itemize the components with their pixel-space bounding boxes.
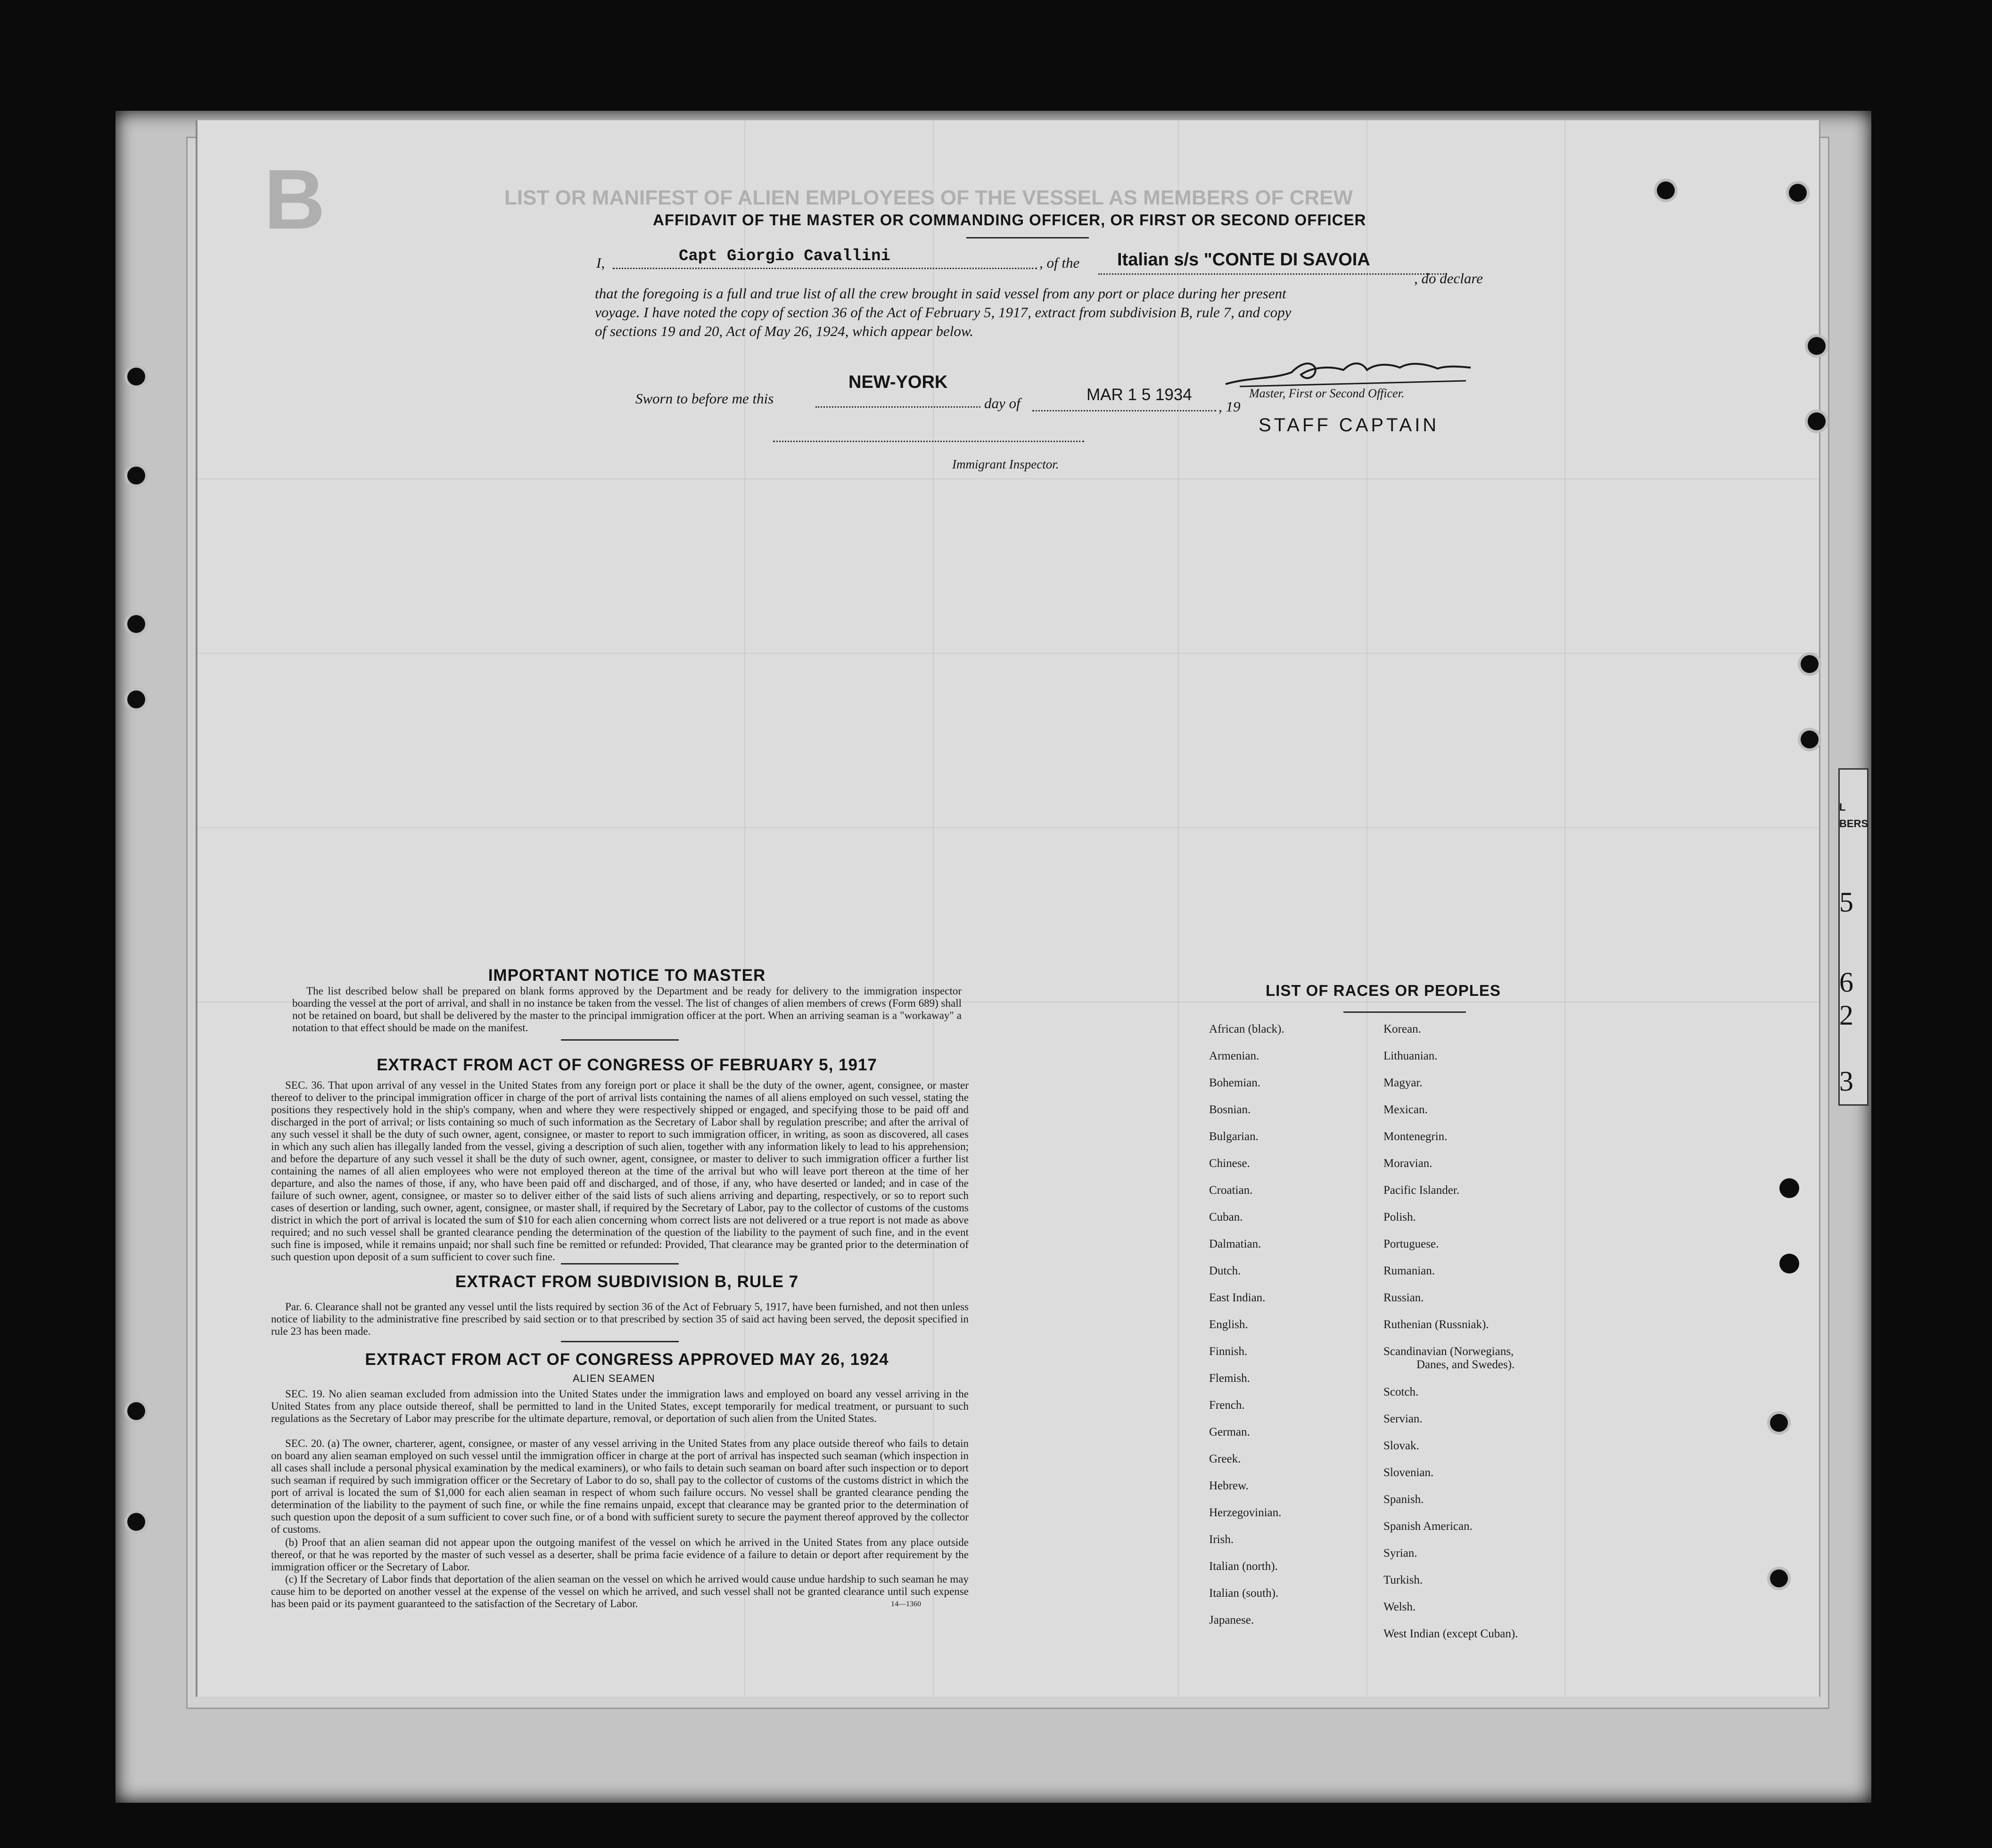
divider	[561, 1263, 679, 1265]
fill-line	[1098, 273, 1447, 275]
race-item: Turkish.	[1383, 1574, 1423, 1586]
sec20c-text: (c) If the Secretary of Labor finds that deportation of the alien seaman on the vessel on which he arrived would cause undue hardship to such seaman he may cause him to be deported on another vessel at the expense of the vessel on which he arrived, and such vessel shall not be granted clearance until such expense has been paid or its payment guaranteed to the satisfaction of the Secretary of Labor.	[271, 1573, 969, 1610]
race-item: Portuguese.	[1383, 1238, 1439, 1250]
race-item: Finnish.	[1209, 1345, 1248, 1358]
extract-1917-title: EXTRACT FROM ACT OF CONGRESS OF FEBRUARY 5, 1917	[377, 1056, 877, 1074]
day-of-label: day of	[984, 395, 1021, 411]
notice-text: The list described below shall be prepared on blank forms approved by the Department and be ready for delivery to the immigration inspector boarding the vessel at the port of arrival, and shall in no instance be taken from the vessel. The list of changes of alien members of crews (Form 689) shall not be retained on board, but shall be delivered by the master to the principal immigration officer at the port. When an arriving seaman is a "workaway" a notation to that effect should be made on the manifest.	[292, 985, 962, 1034]
sworn-label: Sworn to before me this	[635, 390, 774, 407]
race-item: Japanese.	[1209, 1614, 1254, 1626]
race-item: Danes, and Swedes).	[1416, 1358, 1515, 1371]
affidavit-line: of sections 19 and 20, Act of May 26, 1924, which appear below.	[595, 323, 974, 339]
race-item: French.	[1209, 1399, 1245, 1412]
race-item: Ruthenian (Russniak).	[1383, 1318, 1489, 1331]
race-item: Dutch.	[1209, 1265, 1241, 1277]
race-item: Scandinavian (Norwegians,	[1383, 1345, 1514, 1358]
race-item: Syrian.	[1383, 1547, 1417, 1560]
grid-line	[1564, 120, 1565, 1697]
affidavit-title: AFFIDAVIT OF THE MASTER OR COMMANDING OFFICER, OR FIRST OR SECOND OFFICER	[653, 211, 1366, 229]
punch-hole	[1779, 1254, 1799, 1273]
race-item: Rumanian.	[1383, 1265, 1435, 1277]
sec20a-text: SEC. 20. (a) The owner, charterer, agent, consignee, or master of any vessel arriving in the United States from any place outside thereof who fails to detain on board any alien seaman employed on such vessel until the immigration officer in charge at the port of arrival has inspected such seaman (which inspection in all cases shall include a personal physical examination by the medical examiners), or who fails to detain such seaman on board after such inspection or to deport such seaman if required by such immigration officer or the Secretary of Labor to do so, shall pay to the collector of customs of the customs district in which the port of arrival is located the sum of $1,000 for each alien seaman in respect of whom such failure occurs. No vessel shall be granted clearance pending the determination of the liability to the payment of such fine, or while the fine remains unpaid, except that clearance may be granted prior to the determination of such question upon the deposit of a sum sufficient to cover such fine, or of a bond with sufficient surety to secure the payment thereof approved by the collector of customs.	[271, 1437, 969, 1535]
vessel-name: Italian s/s "CONTE DI SAVOIA	[1117, 250, 1370, 270]
race-item: Korean.	[1383, 1023, 1421, 1035]
race-item: Montenegrin.	[1383, 1130, 1448, 1143]
side-tab-label-top: L	[1839, 801, 1846, 813]
divider	[966, 237, 1089, 238]
race-item: Pacific Islander.	[1383, 1184, 1460, 1197]
punch-hole	[127, 615, 145, 633]
date-stamp: MAR 1 5 1934	[1087, 386, 1192, 404]
punch-hole	[1801, 655, 1819, 673]
do-declare-label: , do declare	[1414, 270, 1483, 287]
race-item: Chinese.	[1209, 1157, 1250, 1170]
race-item: Magyar.	[1383, 1076, 1423, 1089]
officer-rank: STAFF CAPTAIN	[1259, 415, 1440, 435]
grid-line	[198, 653, 1819, 654]
divider	[561, 1341, 679, 1342]
extract-1924-subtitle: ALIEN SEAMEN	[573, 1372, 655, 1384]
race-item: Russian.	[1383, 1291, 1424, 1304]
punch-hole	[127, 1402, 145, 1420]
race-item: Lithuanian.	[1383, 1050, 1438, 1062]
of-the-label: , of the	[1039, 255, 1080, 271]
side-tab-number: 3	[1839, 1066, 1853, 1097]
fill-line	[613, 268, 1037, 269]
rule7-text: Par. 6. Clearance shall not be granted any vessel until the lists required by section 36 of the Act of February 5, 1917, have been furnished, and not then unless notice of liability to the administrative fine prescribed by said section or to that prescribed by section 35 of said act having been served, the deposit specified in rule 23 has been made.	[271, 1301, 969, 1337]
rule7-title: EXTRACT FROM SUBDIVISION B, RULE 7	[455, 1273, 799, 1291]
punch-hole	[1779, 1178, 1799, 1198]
grid-line	[1366, 120, 1367, 1697]
race-item: Bosnian.	[1209, 1103, 1251, 1116]
form-number: 14—1360	[891, 1600, 921, 1608]
divider	[1343, 1011, 1466, 1013]
punch-hole	[1808, 337, 1826, 355]
officer-caption: Master, First or Second Officer.	[1249, 386, 1405, 400]
race-item: Hebrew.	[1209, 1479, 1249, 1492]
punch-hole	[127, 467, 145, 485]
race-item: Slovenian.	[1383, 1466, 1434, 1479]
race-item: Italian (south).	[1209, 1587, 1279, 1600]
race-item: Spanish American.	[1383, 1520, 1473, 1533]
punch-hole	[1789, 184, 1807, 202]
fill-line	[773, 441, 1084, 442]
side-tab-number: 6	[1839, 967, 1853, 998]
race-item: Moravian.	[1383, 1157, 1432, 1170]
fill-line	[815, 406, 980, 408]
punch-hole	[127, 690, 145, 708]
race-item: East Indian.	[1209, 1291, 1266, 1304]
extract-1924-title: EXTRACT FROM ACT OF CONGRESS APPROVED MAY 26, 1924	[365, 1350, 889, 1369]
race-item: Cuban.	[1209, 1211, 1243, 1224]
race-item: Welsh.	[1383, 1601, 1416, 1613]
race-item: Italian (north).	[1209, 1560, 1278, 1573]
race-item: Dalmatian.	[1209, 1238, 1261, 1250]
punch-hole	[1801, 731, 1819, 748]
grid-line	[1178, 120, 1179, 1697]
race-item: Flemish.	[1209, 1372, 1250, 1385]
sec19-text: SEC. 19. No alien seaman excluded from admission into the United States under the immigration laws and employed on board any vessel arriving in the United States from any place outside thereof, shall be permitted to land in the United States, except temporarily for medical treatment, or pursuant to such regulations as the Secretary of Labor may prescribe for the ultimate departure, removal, or deportation of such alien from the United States.	[271, 1388, 969, 1424]
year-label: , 19	[1218, 398, 1241, 415]
extract-1917-text: SEC. 36. That upon arrival of any vessel in the United States from any foreign port or place it shall be the duty of the owner, agent, consignee, or master thereof to deliver to the principal immigration officer in charge of the port of arrival lists containing the names of all aliens employed on such vessel, stating the positions they respectively hold in the ship's company, when and where they were respectively shipped or engaged, and specifying those to be paid off and discharged in the port of arrival; or lists containing so much of such information as the Secretary of Labor shall by regulation prescribe; and after the arrival of any such vessel it shall be the duty of such owner, agent, consignee, or master to report to such immigration officer, in writing, as soon as discovered, all cases in which any such alien has illegally landed from the vessel, giving a description of such alien, together with any information likely to lead to his apprehension; and before the departure of any such vessel it shall be the duty of such owner, agent, consignee, or master to deliver to such immigration officer a further list containing the names of all alien employees who were not employed thereon at the time of the arrival but who will leave port thereon at the time of her departure, and also the names of those, if any, who have been paid off and discharged, and of those, if any, who have deserted or landed; and in case of the failure of such owner, agent, consignee, or master so to deliver either of the said lists of such aliens arriving and departing, respectively, or so to report such cases of desertion or landing, such owner, agent, consignee, or master shall, if required by the Secretary of Labor, pay to the collector of customs of the customs district in which the port of arrival is located the sum of $10 for each alien concerning whom correct lists are not delivered or a true report is not made as above required; and no such vessel shall be granted clearance pending the determination of the question of the liability to the payment of such fine, and in the event such fine is imposed, while it remains unpaid; nor shall such fine be remitted or refunded: Provided, That clearance may be granted prior to the determination of such question upon deposit of a sum sufficient to cover such fine.	[271, 1079, 969, 1263]
affidavit-line: that the foregoing is a full and true list of all the crew brought in said vessel from any port or place during her present	[595, 285, 1286, 302]
side-tab-number: 5	[1839, 887, 1853, 918]
race-item: Bulgarian.	[1209, 1130, 1259, 1143]
race-item: Servian.	[1383, 1413, 1423, 1425]
race-item: English.	[1209, 1318, 1248, 1331]
bleedthrough-heading: LIST OR MANIFEST OF ALIEN EMPLOYEES OF THE VESSEL AS MEMBERS OF CREW	[504, 186, 1353, 209]
bleedthrough-mark: B	[264, 152, 325, 247]
affidavit-i: I,	[596, 255, 605, 271]
punch-hole	[1808, 412, 1826, 430]
race-item: African (black).	[1209, 1023, 1284, 1035]
race-item: Herzegovinian.	[1209, 1506, 1282, 1519]
race-item: Mexican.	[1383, 1103, 1428, 1116]
races-title: LIST OF RACES OR PEOPLES	[1266, 982, 1501, 999]
punch-hole	[127, 1513, 145, 1531]
punch-hole	[127, 368, 145, 386]
side-tab-number: 2	[1839, 1000, 1853, 1031]
punch-hole	[1770, 1569, 1788, 1587]
grid-line	[198, 827, 1819, 828]
inspector-caption: Immigrant Inspector.	[952, 457, 1059, 471]
race-item: Scotch.	[1383, 1386, 1419, 1398]
officer-name: Capt Giorgio Cavallini	[679, 247, 890, 265]
sworn-place: NEW-YORK	[848, 372, 948, 392]
race-item: Greek.	[1209, 1453, 1241, 1465]
race-item: West Indian (except Cuban).	[1383, 1627, 1518, 1640]
race-item: Polish.	[1383, 1211, 1416, 1224]
race-item: Croatian.	[1209, 1184, 1253, 1197]
race-item: Slovak.	[1383, 1439, 1419, 1452]
race-item: Spanish.	[1383, 1493, 1424, 1506]
race-item: German.	[1209, 1426, 1250, 1438]
punch-hole	[1770, 1414, 1788, 1432]
punch-hole	[1657, 181, 1675, 199]
fill-line	[1032, 410, 1216, 411]
race-item: Irish.	[1209, 1533, 1234, 1546]
notice-title: IMPORTANT NOTICE TO MASTER	[488, 966, 766, 985]
sec20b-text: (b) Proof that an alien seaman did not appear upon the outgoing manifest of the vessel on which he arrived in the United States from any place outside thereof, or that he was reported by the master of such vessel as a deserter, shall be prima facie evidence of a failure to detain or deport after requirement by the immigration officer or the Secretary of Labor.	[271, 1536, 969, 1573]
affidavit-line: voyage. I have noted the copy of section 36 of the Act of February 5, 1917, extract from subdivision B, rule 7, and copy	[595, 304, 1292, 320]
grid-line	[198, 478, 1819, 479]
race-item: Bohemian.	[1209, 1076, 1261, 1089]
race-item: Armenian.	[1209, 1050, 1259, 1062]
side-tab-label: BERS	[1839, 818, 1869, 830]
divider	[561, 1039, 679, 1041]
